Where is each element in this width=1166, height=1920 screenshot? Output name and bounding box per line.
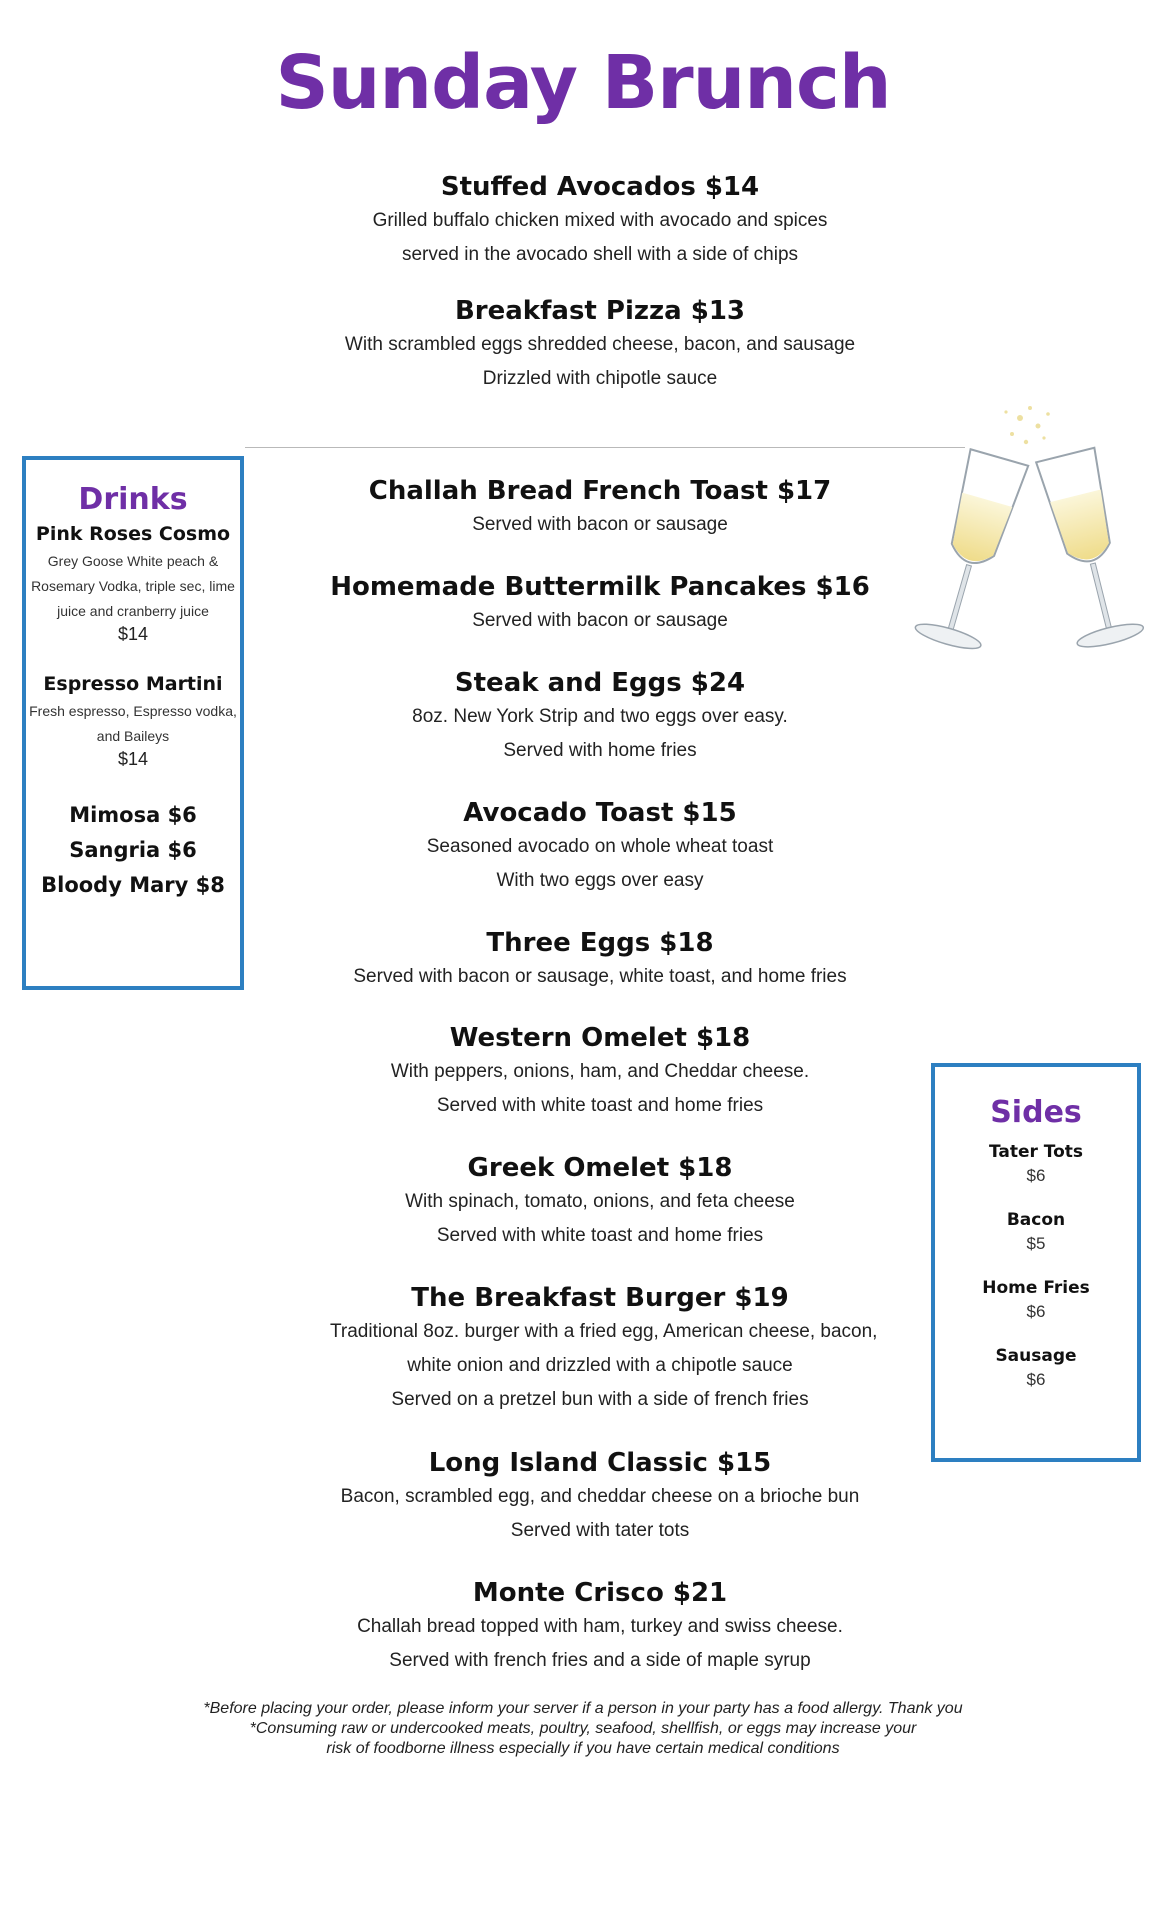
item-desc: Traditional 8oz. burger with a fried egg, American cheese, bacon, [330, 1321, 878, 1342]
item-name: Western Omelet $18 [449, 1023, 751, 1053]
item-desc: 8oz. New York Strip and two eggs over easy. [412, 706, 788, 727]
item-desc: white onion and drizzled with a chipotle sauce [407, 1355, 793, 1376]
item-desc: Bacon, scrambled egg, and cheddar cheese on a brioche bun [340, 1486, 860, 1507]
menu-item-pancakes [330, 570, 870, 638]
item-name: Monte Crisco $21 [472, 1578, 728, 1608]
item-desc: Challah bread topped with ham, turkey and swiss cheese. [357, 1616, 843, 1637]
menu-item-breakfast-pizza [330, 294, 870, 396]
champagne-glasses-icon [898, 398, 1158, 668]
item-desc: Served with tater tots [510, 1520, 690, 1541]
item-desc: Served with white toast and home fries [436, 1225, 764, 1246]
item-desc: Served with bacon or sausage [472, 514, 728, 535]
item-desc: With peppers, onions, ham, and Cheddar cheese. [390, 1061, 810, 1082]
section-divider [245, 447, 965, 448]
item-name: Breakfast Pizza $13 [454, 296, 746, 326]
side-sausage [935, 1346, 1137, 1390]
menu-item-three-eggs [330, 926, 870, 994]
menu-item-stuffed-avocados [330, 170, 870, 272]
allergy-disclaimer: *Before placing your order, please inform your server if a person in your party has a food allergy. Thank you [203, 1700, 963, 1717]
side-name: Tater Tots [988, 1142, 1084, 1162]
drink-name: Espresso Martini [43, 673, 223, 695]
item-desc: With spinach, tomato, onions, and feta cheese [405, 1191, 795, 1212]
item-name: Three Eggs $18 [486, 928, 714, 958]
side-name: Bacon [1006, 1210, 1066, 1230]
drink-mimosa: Mimosa $6 [69, 803, 197, 827]
item-name: Stuffed Avocados $14 [440, 172, 760, 202]
menu-item-western-omelet [330, 1021, 870, 1123]
side-price: $5 [1026, 1234, 1046, 1253]
item-name: Long Island Classic $15 [428, 1448, 772, 1478]
item-desc: Served with home fries [503, 740, 697, 761]
drink-desc: Grey Goose White peach & [47, 553, 219, 569]
side-price: $6 [1026, 1302, 1046, 1321]
drink-desc: Rosemary Vodka, triple sec, lime [31, 578, 235, 594]
item-desc: served in the avocado shell with a side of chips [401, 244, 799, 265]
raw-food-warning: *Consuming raw or undercooked meats, poultry, seafood, shellfish, or eggs may increase your [249, 1720, 917, 1737]
item-desc: Served with white toast and home fries [436, 1095, 764, 1116]
item-name: Greek Omelet $18 [467, 1153, 733, 1183]
drink-espresso-martini [26, 673, 240, 770]
menu-title: Sunday Brunch [275, 40, 891, 126]
item-desc: Served with bacon or sausage [472, 610, 728, 631]
drink-desc: juice and cranberry juice [57, 603, 209, 619]
item-desc: With scrambled eggs shredded cheese, bacon, and sausage [344, 334, 856, 355]
drink-price: $14 [117, 749, 149, 769]
drink-desc: Fresh espresso, Espresso vodka, [29, 703, 237, 719]
item-desc: Served on a pretzel bun with a side of french fries [391, 1389, 809, 1410]
menu-item-greek-omelet [330, 1151, 870, 1253]
drinks-simple-list [26, 798, 240, 903]
item-name: The Breakfast Burger $19 [411, 1283, 789, 1313]
raw-food-warning-continued: risk of foodborne illness especially if you have certain medical conditions [326, 1740, 840, 1757]
item-name: Challah Bread French Toast $17 [368, 476, 832, 506]
item-name: Steak and Eggs $24 [454, 668, 746, 698]
side-bacon [935, 1210, 1137, 1254]
menu-item-breakfast-burger [330, 1281, 878, 1417]
item-desc: With two eggs over easy [496, 870, 704, 891]
item-desc: Served with bacon or sausage, white toast, and home fries [353, 966, 847, 987]
item-desc: Served with french fries and a side of maple syrup [389, 1650, 811, 1671]
item-desc: Grilled buffalo chicken mixed with avocado and spices [372, 210, 828, 231]
menu-item-avocado-toast [330, 796, 870, 898]
drink-sangria: Sangria $6 [69, 838, 197, 862]
drink-desc: and Baileys [96, 728, 170, 744]
sides-box [931, 1063, 1141, 1462]
drink-price: $14 [117, 624, 149, 644]
drinks-title: Drinks [78, 482, 188, 517]
side-name: Sausage [995, 1346, 1077, 1366]
menu-item-monte-crisco [330, 1576, 870, 1678]
item-name: Homemade Buttermilk Pancakes $16 [330, 572, 870, 602]
drink-name: Pink Roses Cosmo [35, 523, 231, 545]
menu-item-steak-and-eggs [330, 666, 870, 768]
side-name: Home Fries [982, 1278, 1090, 1298]
item-desc: Drizzled with chipotle sauce [482, 368, 718, 389]
drink-bloody-mary: Bloody Mary $8 [41, 873, 225, 897]
side-tater-tots [935, 1142, 1137, 1186]
side-home-fries [935, 1278, 1137, 1322]
side-price: $6 [1026, 1166, 1046, 1185]
sides-title: Sides [990, 1095, 1082, 1130]
item-name: Avocado Toast $15 [463, 798, 737, 828]
menu-item-french-toast [330, 474, 870, 542]
side-price: $6 [1026, 1370, 1046, 1389]
item-desc: Seasoned avocado on whole wheat toast [426, 836, 774, 857]
menu-item-long-island-classic [330, 1446, 870, 1548]
drink-pink-roses-cosmo [26, 523, 240, 645]
drinks-box [22, 456, 244, 990]
